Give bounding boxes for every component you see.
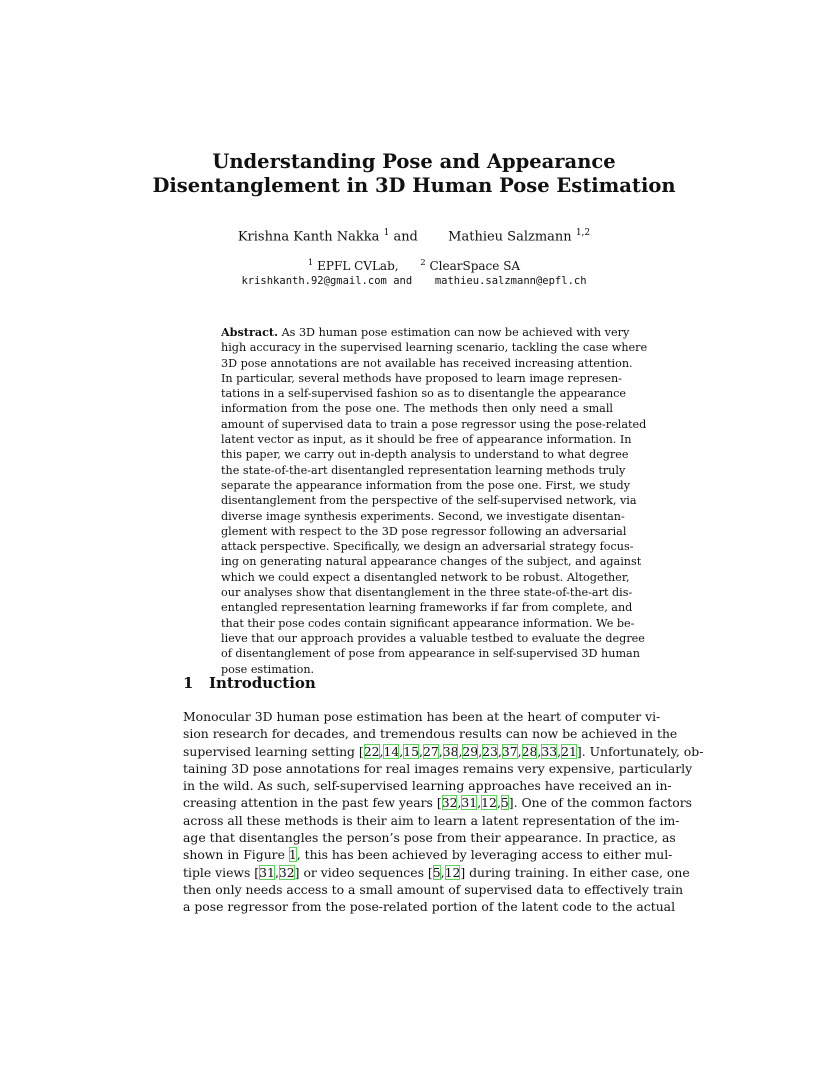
abstract-line: attack perspective. Specifically, we design an adversarial strategy focus- — [221, 540, 634, 554]
citation-link[interactable]: 12 — [481, 795, 497, 811]
abstract-line: the state-of-the-art disentangled representation learning methods truly — [221, 463, 626, 477]
intro-line: taining 3D pose annotations for real images remains very expensive, particularly — [183, 760, 693, 776]
citation-link[interactable]: 37 — [501, 743, 518, 759]
citation-link[interactable]: 12 — [444, 864, 461, 880]
abstract-line: entangled representation learning frameworks if far from complete, and — [221, 601, 633, 615]
email-joiner: and — [393, 275, 413, 287]
abstract-heading: Abstract. — [221, 325, 278, 339]
intro-line: supervised learning setting [22,14,15,27,38,29,23,37,28,33,21]. Unfortunately, ob- — [183, 743, 704, 759]
email-line — [0, 275, 828, 287]
title-line-2: Disentanglement in 3D Human Pose Estimation — [152, 174, 676, 197]
abstract-line: of disentanglement of pose from appearance in self-supervised 3D human — [221, 647, 640, 661]
abstract — [221, 325, 648, 677]
citation-link[interactable]: 31 — [259, 864, 275, 880]
affiliation-mark: 2 — [420, 258, 426, 268]
citation-link[interactable]: 33 — [541, 743, 558, 759]
abstract-line: In particular, several methods have proposed to learn image represen- — [221, 371, 622, 385]
abstract-line: high accuracy in the supervised learning scenario, tackling the case where — [221, 341, 648, 355]
intro-line: Monocular 3D human pose estimation has been at the heart of computer vi- — [183, 709, 661, 724]
citation-link[interactable]: 21 — [561, 743, 577, 759]
intro-line: in the wild. As such, self-supervised learning approaches have received an in- — [183, 778, 672, 794]
author-affiliation-mark: 1 — [383, 228, 390, 238]
intro-line: creasing attention in the past few years [32,31,12,5]. One of the common factors — [183, 795, 693, 811]
abstract-line: ing on generating natural appearance changes of the subject, and against — [221, 555, 642, 569]
intro-paragraph — [183, 708, 704, 916]
citation-link[interactable]: 38 — [442, 743, 459, 759]
citation-link[interactable]: 27 — [422, 743, 439, 759]
citation-link[interactable]: 15 — [403, 743, 419, 759]
citation-group: 31,32 — [259, 864, 295, 880]
affiliation-mark: 1 — [307, 258, 314, 268]
abstract-line: tations in a self-supervised fashion so as to disentangle the appearance — [221, 387, 627, 401]
citation-link[interactable]: 23 — [482, 743, 498, 759]
author-name: Mathieu Salzmann — [448, 229, 572, 245]
section-number: 1 — [183, 674, 194, 692]
citation-link[interactable]: 14 — [383, 743, 400, 759]
intro-line: across all these methods is their aim to learn a latent representation of the im- — [183, 812, 680, 828]
citation-link[interactable]: 32 — [278, 864, 295, 880]
citation-link[interactable]: 28 — [521, 743, 538, 759]
citation-group: 22,14,15,27,38,29,23,37,28,33,21 — [363, 743, 577, 759]
affiliation-name: ClearSpace SA — [429, 259, 521, 273]
abstract-line — [221, 325, 630, 340]
abstract-line: glement with respect to the 3D pose regressor following an adversarial — [221, 524, 627, 538]
paper-title — [0, 150, 828, 198]
abstract-line: our analyses show that disentanglement in the three state-of-the-art dis- — [221, 586, 633, 600]
abstract-line: this paper, we carry out in-depth analysis to understand to what degree — [221, 448, 629, 462]
citation-group: 32,31,12,5 — [441, 795, 509, 811]
affiliation-name: EPFL CVLab, — [317, 259, 399, 273]
affiliation-line — [0, 258, 828, 273]
intro-line: tiple views [31,32] or video sequences [5,12] during training. In either case, one — [183, 864, 690, 880]
citation-link[interactable]: 29 — [462, 743, 479, 759]
section-heading — [183, 674, 316, 692]
abstract-line: which we could expect a disentangled network to be robust. Altogether, — [221, 570, 630, 584]
abstract-line: disentanglement from the perspective of the self-supervised network, via — [221, 494, 637, 508]
citation-link[interactable]: 5 — [432, 864, 441, 880]
figure-reference-link[interactable]: 1 — [288, 847, 297, 863]
abstract-line: pose estimation. — [221, 662, 315, 676]
intro-line: then only needs access to a small amount of supervised data to effectively train — [183, 881, 684, 897]
abstract-line: amount of supervised data to train a pose regressor using the pose-related — [221, 417, 647, 431]
citation-link[interactable]: 31 — [461, 795, 478, 811]
title-line-1: Understanding Pose and Appearance — [212, 150, 616, 173]
abstract-line: lieve that our approach provides a valuable testbed to evaluate the degree — [221, 631, 645, 645]
email-address: krishkanth.92@gmail.com — [241, 275, 387, 287]
abstract-line: that their pose codes contain significant appearance information. We be- — [221, 616, 635, 630]
abstract-line: latent vector as input, as it should be free of appearance information. In — [221, 433, 632, 447]
citation-link[interactable]: 22 — [363, 743, 380, 759]
email-address: mathieu.salzmann@epfl.ch — [434, 275, 587, 287]
citation-link[interactable]: 5 — [500, 795, 509, 811]
citation-link[interactable]: 32 — [441, 795, 458, 811]
intro-line: sion research for decades, and tremendous results can now be achieved in the — [183, 726, 678, 742]
intro-line: a pose regressor from the pose-related portion of the latent code to the actual — [183, 899, 676, 915]
author-joiner: and — [393, 229, 418, 245]
author-list — [0, 228, 828, 244]
abstract-line: information from the pose one. The methods then only need a small — [221, 402, 613, 416]
section-title: Introduction — [209, 674, 316, 692]
abstract-line: diverse image synthesis experiments. Second, we investigate disentan- — [221, 509, 625, 523]
abstract-text: As 3D human pose estimation can now be achieved with very — [281, 326, 630, 339]
abstract-line: separate the appearance information from the pose one. First, we study — [221, 478, 631, 492]
author-name: Krishna Kanth Nakka — [237, 229, 380, 245]
intro-line: age that disentangles the person’s pose from their appearance. In practice, as — [183, 830, 676, 846]
author-affiliation-mark: 1,2 — [575, 228, 591, 238]
citation-group: 5,12 — [432, 864, 461, 880]
intro-line: shown in Figure 1, this has been achieved by leveraging access to either mul- — [183, 847, 673, 863]
abstract-line: 3D pose annotations are not available has received increasing attention. — [221, 356, 633, 370]
